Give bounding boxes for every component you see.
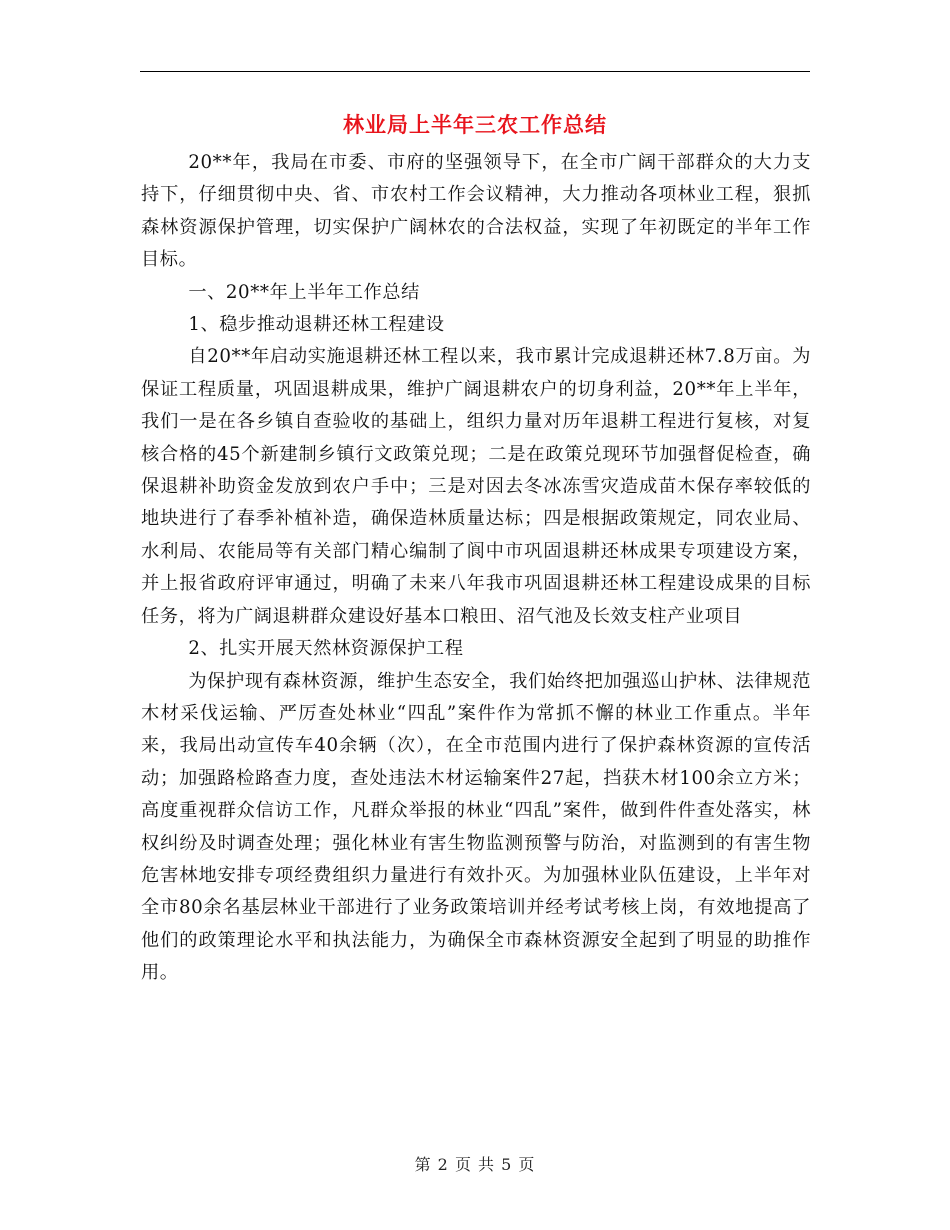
document-body [141,147,811,990]
section-heading: 一、20**年上半年工作总结 [188,281,420,303]
paragraph-intro: 20**年，我局在市委、市府的坚强领导下，在全市广阔干部群众的大力支持下，仔细贯彻中央、省、市农村工作会议精神，大力推动各项林业工程，狠抓森林资源保护管理，切实保护广阔林农的合法权益，实现了年初既定的半年工作目标。 [141,152,811,271]
subsection-heading-1: 1、稳步推动退耕还林工程建设 [188,314,445,336]
paragraph-forest-protection: 为保护现有森林资源，维护生态安全，我们始终把加强巡山护林、法律规范木材采伐运输、严厉查处林业“四乱”案件作为常抓不懈的林业工作重点。半年来，我局出动宣传车40余辆（次），在全市范围内进行了保护森林资源的宣传活动；加强路检路查力度，查处违法木材运输案件27起，挡获木材100余立方米；高度重视群众信访工作，凡群众举报的林业“四乱”案件，做到件件查处落实，林权纠纷及时调查处理；强化林业有害生物监测预警与防治，对监测到的有害生物危害林地安排专项经费组织力量进行有效扑灭。为加强林业队伍建设，上半年对全市80余名基层林业干部进行了业务政策培训并经考试考核上岗，有效地提高了他们的政策理论水平和执法能力，为确保全市森林资源安全起到了明显的助推作用。 [141,670,811,984]
subsection-heading-2: 2、扎实开展天然林资源保护工程 [188,638,464,660]
paragraph-grain-to-green: 自20**年启动实施退耕还林工程以来，我市累计完成退耕还林7.8万亩。为保证工程质量，巩固退耕成果，维护广阔退耕农户的切身利益，20**年上半年，我们一是在各乡镇自查验收的基础上，组织力量对历年退耕工程进行复核，对复核合格的45个新建制乡镇行文政策兑现；二是在政策兑现环节加强督促检查，确保退耕补助资金发放到农户手中；三是对因去冬冰冻雪灾造成苗木保存率较低的地块进行了春季补植补造，确保造林质量达标；四是根据政策规定，同农业局、水利局、农能局等有关部门精心编制了阆中市巩固退耕还林成果专项建设方案，并上报省政府评审通过，明确了未来八年我市巩固退耕还林工程建设成果的目标任务，将为广阔退耕群众建设好基本口粮田、沼气池及长效支柱产业项目 [141,346,811,627]
header-rule [140,71,810,72]
page-number: 第 2 页 共 5 页 [414,1155,536,1174]
document-title: 林业局上半年三农工作总结 [343,113,607,137]
